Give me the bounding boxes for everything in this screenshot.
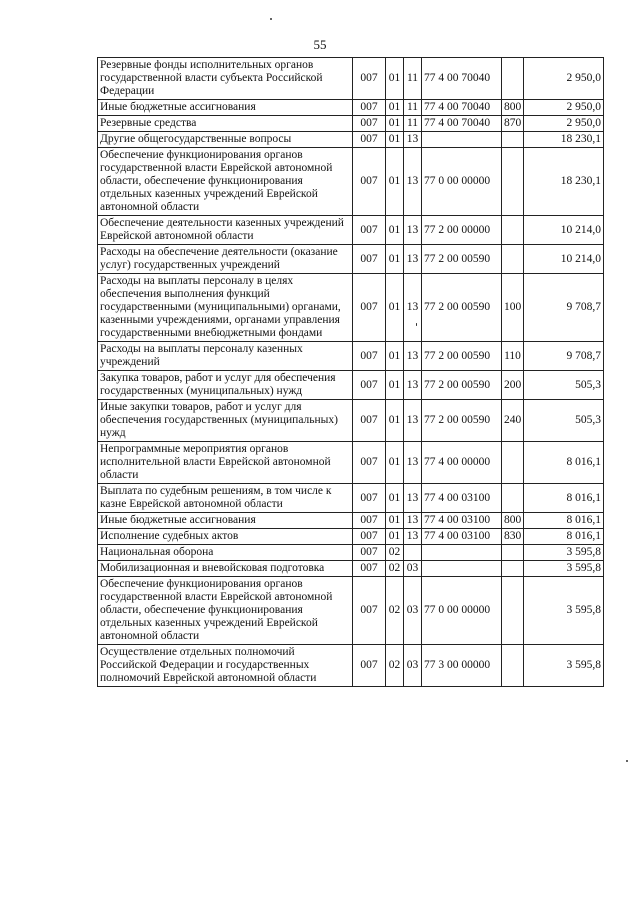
row-target-article-code: 77 3 00 00000 <box>422 645 502 687</box>
row-expense-type-code <box>502 561 524 577</box>
row-subsection-code <box>404 545 422 561</box>
row-target-article-code <box>422 132 502 148</box>
row-amount: 9 708,7 <box>524 274 604 342</box>
row-ministry-code: 007 <box>353 545 386 561</box>
row-expense-type-code <box>502 216 524 245</box>
row-name: Иные бюджетные ассигнования <box>98 100 353 116</box>
row-section-code: 02 <box>386 577 404 645</box>
row-amount: 18 230,1 <box>524 148 604 216</box>
table-row <box>98 58 604 100</box>
row-subsection-code: 11 <box>404 58 422 100</box>
row-name: Закупка товаров, работ и услуг для обеспечения государственных (муниципальных) нужд <box>98 371 353 400</box>
table-row <box>98 484 604 513</box>
row-expense-type-code <box>502 58 524 100</box>
table-row <box>98 245 604 274</box>
row-subsection-code: 11 <box>404 116 422 132</box>
row-amount: 3 595,8 <box>524 545 604 561</box>
row-section-code: 01 <box>386 148 404 216</box>
table-row <box>98 529 604 545</box>
row-expense-type-code: 800 <box>502 100 524 116</box>
table-body <box>98 58 604 687</box>
table-row <box>98 342 604 371</box>
row-expense-type-code: 200 <box>502 371 524 400</box>
row-subsection-code: 13 <box>404 274 422 342</box>
row-section-code: 01 <box>386 529 404 545</box>
table-row <box>98 545 604 561</box>
row-expense-type-code <box>502 148 524 216</box>
row-expense-type-code <box>502 245 524 274</box>
row-section-code: 01 <box>386 216 404 245</box>
row-subsection-code: 13 <box>404 148 422 216</box>
row-target-article-code <box>422 545 502 561</box>
row-expense-type-code: 110 <box>502 342 524 371</box>
row-target-article-code: 77 4 00 70040 <box>422 100 502 116</box>
row-section-code: 01 <box>386 274 404 342</box>
row-name: Расходы на обеспечение деятельности (оказание услуг) государственных учреждений <box>98 245 353 274</box>
row-ministry-code: 007 <box>353 529 386 545</box>
row-ministry-code: 007 <box>353 484 386 513</box>
row-target-article-code: 77 2 00 00000 <box>422 216 502 245</box>
page-number: 55 <box>313 37 327 52</box>
row-amount: 505,3 <box>524 400 604 442</box>
row-ministry-code: 007 <box>353 561 386 577</box>
row-ministry-code: 007 <box>353 148 386 216</box>
row-expense-type-code: 100 <box>502 274 524 342</box>
row-section-code: 01 <box>386 484 404 513</box>
row-ministry-code: 007 <box>353 58 386 100</box>
row-ministry-code: 007 <box>353 442 386 484</box>
table-row <box>98 442 604 484</box>
row-expense-type-code <box>502 645 524 687</box>
row-name: Исполнение судебных актов <box>98 529 353 545</box>
row-target-article-code: 77 2 00 00590 <box>422 245 502 274</box>
row-section-code: 02 <box>386 545 404 561</box>
row-target-article-code: 77 2 00 00590 <box>422 274 502 342</box>
row-subsection-code: 13 <box>404 371 422 400</box>
budget-table <box>97 57 604 687</box>
row-section-code: 01 <box>386 132 404 148</box>
row-section-code: 01 <box>386 371 404 400</box>
row-subsection-code: 03 <box>404 645 422 687</box>
row-expense-type-code: 830 <box>502 529 524 545</box>
row-name: Резервные средства <box>98 116 353 132</box>
row-subsection-code: 13 <box>404 342 422 371</box>
row-section-code: 02 <box>386 561 404 577</box>
row-amount: 2 950,0 <box>524 100 604 116</box>
row-target-article-code: 77 4 00 03100 <box>422 484 502 513</box>
row-ministry-code: 007 <box>353 245 386 274</box>
row-expense-type-code: 240 <box>502 400 524 442</box>
row-target-article-code: 77 2 00 00590 <box>422 400 502 442</box>
row-subsection-code: 03 <box>404 577 422 645</box>
row-name: Иные бюджетные ассигнования <box>98 513 353 529</box>
row-expense-type-code <box>502 577 524 645</box>
row-ministry-code: 007 <box>353 116 386 132</box>
table-row <box>98 513 604 529</box>
row-subsection-code: 13 <box>404 400 422 442</box>
table-row <box>98 148 604 216</box>
row-ministry-code: 007 <box>353 400 386 442</box>
row-section-code: 02 <box>386 645 404 687</box>
row-ministry-code: 007 <box>353 216 386 245</box>
row-name: Расходы на выплаты персоналу казенных учреждений <box>98 342 353 371</box>
row-amount: 8 016,1 <box>524 442 604 484</box>
row-name: Национальная оборона <box>98 545 353 561</box>
row-ministry-code: 007 <box>353 577 386 645</box>
row-subsection-code: 13 <box>404 216 422 245</box>
row-section-code: 01 <box>386 116 404 132</box>
row-name: Обеспечение деятельности казенных учреждений Еврейской автономной области <box>98 216 353 245</box>
row-subsection-code: 11 <box>404 100 422 116</box>
row-name: Выплата по судебным решениям, в том числе к казне Еврейской автономной области <box>98 484 353 513</box>
row-expense-type-code <box>502 442 524 484</box>
scan-speck <box>270 18 272 20</box>
row-expense-type-code <box>502 132 524 148</box>
row-subsection-code: 13 <box>404 132 422 148</box>
table-row <box>98 645 604 687</box>
table-row <box>98 577 604 645</box>
row-amount: 8 016,1 <box>524 513 604 529</box>
row-name: Иные закупки товаров, работ и услуг для обеспечения государственных (муниципальных) нужд <box>98 400 353 442</box>
row-section-code: 01 <box>386 513 404 529</box>
row-name: Обеспечение функционирования органов государственной власти Еврейской автономной области, обеспечение функционирования отдельных казенных учреждений Еврейской автономной области <box>98 148 353 216</box>
table-row <box>98 371 604 400</box>
table-row <box>98 216 604 245</box>
row-amount: 505,3 <box>524 371 604 400</box>
row-amount: 18 230,1 <box>524 132 604 148</box>
row-name: Обеспечение функционирования органов государственной власти Еврейской автономной области, обеспечение функционирования отдельных казенных учреждений Еврейской автономной области <box>98 577 353 645</box>
row-target-article-code: 77 0 00 00000 <box>422 577 502 645</box>
table-row <box>98 561 604 577</box>
row-amount: 2 950,0 <box>524 58 604 100</box>
row-target-article-code: 77 2 00 00590 <box>422 371 502 400</box>
row-subsection-code: 13 <box>404 513 422 529</box>
table-row <box>98 274 604 342</box>
row-section-code: 01 <box>386 100 404 116</box>
row-amount: 10 214,0 <box>524 216 604 245</box>
row-name: Мобилизационная и вневойсковая подготовка <box>98 561 353 577</box>
row-amount: 3 595,8 <box>524 577 604 645</box>
table-row <box>98 132 604 148</box>
row-amount: 9 708,7 <box>524 342 604 371</box>
row-amount: 10 214,0 <box>524 245 604 274</box>
row-section-code: 01 <box>386 245 404 274</box>
row-expense-type-code <box>502 484 524 513</box>
row-amount: 8 016,1 <box>524 484 604 513</box>
row-target-article-code: 77 4 00 70040 <box>422 116 502 132</box>
row-ministry-code: 007 <box>353 645 386 687</box>
row-amount: 2 950,0 <box>524 116 604 132</box>
row-amount: 8 016,1 <box>524 529 604 545</box>
row-ministry-code: 007 <box>353 274 386 342</box>
row-section-code: 01 <box>386 400 404 442</box>
row-ministry-code: 007 <box>353 132 386 148</box>
row-target-article-code: 77 2 00 00590 <box>422 342 502 371</box>
row-name: Расходы на выплаты персоналу в целях обеспечения выполнения функций государственными (муниципальными) органами, казенными учреждениями, органами управления государственными внебюджетными фондами <box>98 274 353 342</box>
row-subsection-code: 13 <box>404 484 422 513</box>
row-expense-type-code <box>502 545 524 561</box>
table-row <box>98 116 604 132</box>
scan-speck <box>626 760 628 762</box>
row-subsection-code: 13 <box>404 529 422 545</box>
row-name: Другие общегосударственные вопросы <box>98 132 353 148</box>
row-name: Осуществление отдельных полномочий Российской Федерации и государственных полномочий Еврейской автономной области <box>98 645 353 687</box>
row-amount: 3 595,8 <box>524 561 604 577</box>
row-subsection-code: 03 <box>404 561 422 577</box>
row-expense-type-code: 800 <box>502 513 524 529</box>
row-subsection-code: 13 <box>404 442 422 484</box>
table-row <box>98 400 604 442</box>
row-amount: 3 595,8 <box>524 645 604 687</box>
row-ministry-code: 007 <box>353 342 386 371</box>
row-name: Непрограммные мероприятия органов исполнительной власти Еврейской автономной области <box>98 442 353 484</box>
row-expense-type-code: 870 <box>502 116 524 132</box>
row-section-code: 01 <box>386 342 404 371</box>
row-target-article-code: 77 4 00 00000 <box>422 442 502 484</box>
row-section-code: 01 <box>386 442 404 484</box>
row-ministry-code: 007 <box>353 371 386 400</box>
row-section-code: 01 <box>386 58 404 100</box>
row-target-article-code <box>422 561 502 577</box>
row-subsection-code: 13 <box>404 245 422 274</box>
row-name: Резервные фонды исполнительных органов государственной власти субъекта Российской Федерации <box>98 58 353 100</box>
row-target-article-code: 77 4 00 03100 <box>422 529 502 545</box>
row-ministry-code: 007 <box>353 513 386 529</box>
row-target-article-code: 77 4 00 70040 <box>422 58 502 100</box>
row-target-article-code: 77 4 00 03100 <box>422 513 502 529</box>
row-ministry-code: 007 <box>353 100 386 116</box>
table-row <box>98 100 604 116</box>
row-target-article-code: 77 0 00 00000 <box>422 148 502 216</box>
